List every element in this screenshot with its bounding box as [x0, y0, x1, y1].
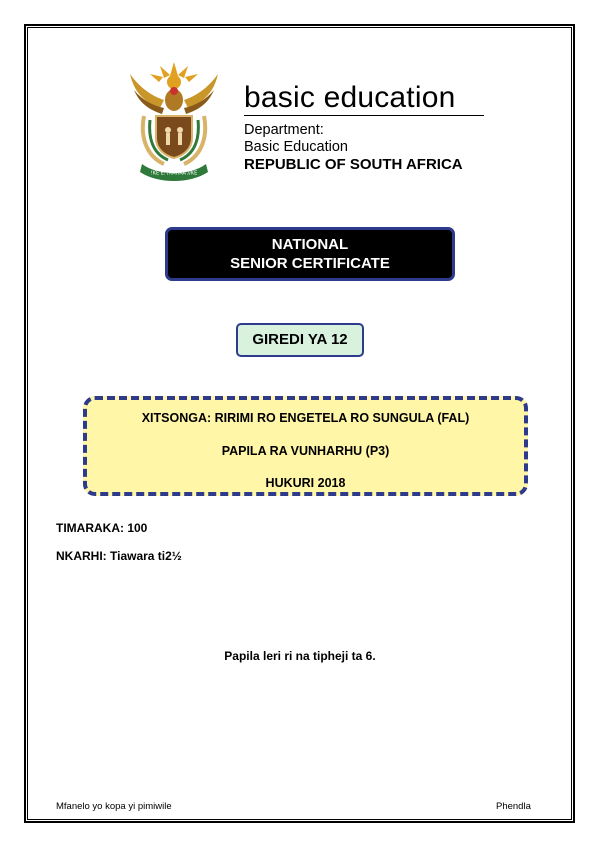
- brand-title: basic education: [244, 81, 456, 114]
- crest-motto: !KE E: /XARRA //KE: [150, 170, 198, 177]
- subject-panel: [83, 396, 528, 496]
- brand-underline: [244, 115, 484, 116]
- paper-number: PAPILA RA VUNHARHU (P3): [221, 444, 390, 458]
- coat-of-arms-icon: [124, 60, 224, 182]
- page-count-note: Papila leri ri na tipheji ta 6.: [224, 649, 376, 663]
- department-block: [244, 122, 463, 173]
- time-allowed: NKARHI: Tiawara ti2½: [56, 549, 182, 563]
- subject-title: XITSONGA: RIRIMI RO ENGETELA RO SUNGULA (FAL): [141, 411, 470, 425]
- copyright-notice: Mfanelo yo kopa yi pimiwile: [56, 801, 172, 812]
- exam-session: HUKURI 2018: [265, 476, 346, 490]
- turn-over-label: Phendla: [496, 801, 531, 812]
- certificate-banner: [165, 227, 455, 281]
- department-name: Basic Education: [244, 139, 348, 155]
- certificate-line-2: SENIOR CERTIFICATE: [230, 255, 390, 272]
- certificate-line-1: NATIONAL: [271, 236, 349, 253]
- department-label: Department:: [244, 122, 324, 138]
- country-name: REPUBLIC OF SOUTH AFRICA: [244, 156, 463, 173]
- grade-badge: GIREDI YA 12: [236, 323, 364, 357]
- marks-total: TIMARAKA: 100: [56, 521, 148, 535]
